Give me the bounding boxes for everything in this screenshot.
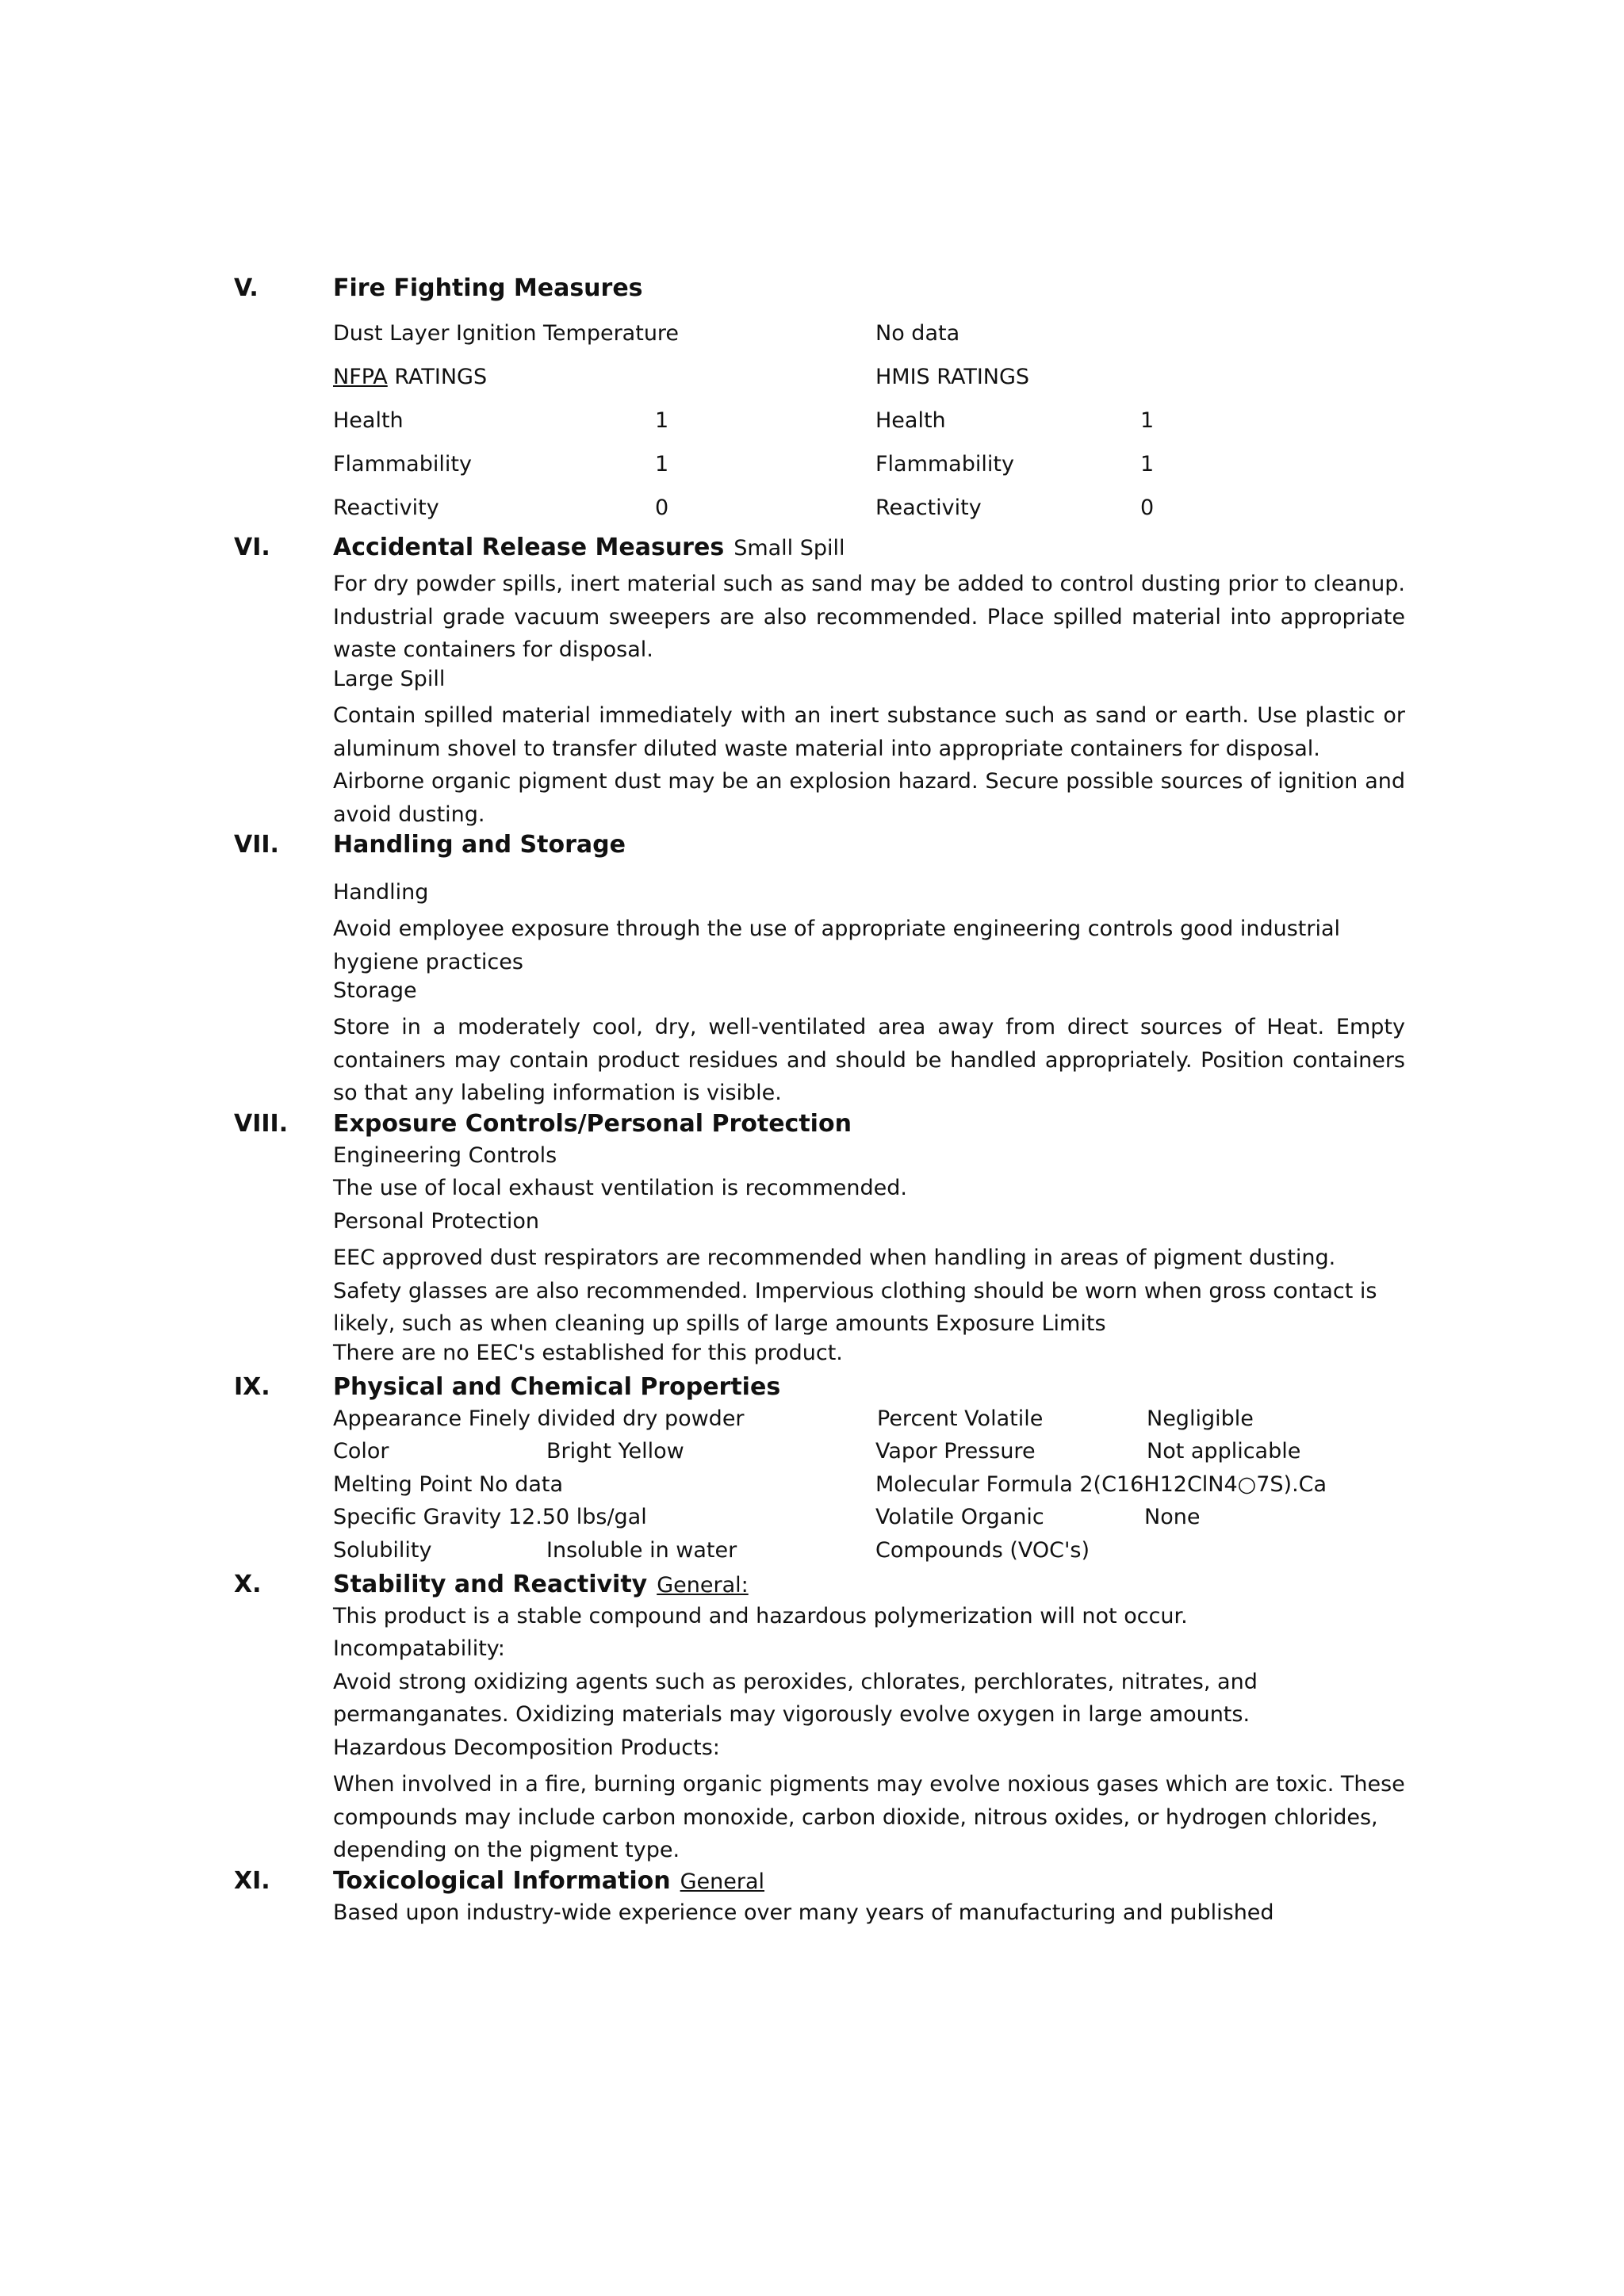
section-number: VII.	[234, 831, 279, 859]
vapor-pressure-value: Not applicable	[1147, 1439, 1301, 1464]
molecular-formula-row: Molecular Formula 2(C16H12ClN4○7S).Ca	[875, 1472, 1327, 1497]
section-title-physical-chemical	[333, 1373, 780, 1401]
large-spill-label: Large Spill	[333, 667, 446, 691]
section-title-stability-reactivity	[333, 1571, 749, 1598]
specific-gravity-row: Specific Gravity 12.50 lbs/gal	[333, 1505, 647, 1529]
general-label: General	[680, 1869, 765, 1894]
color-value: Bright Yellow	[546, 1439, 684, 1464]
engineering-controls-text: The use of local exhaust ventilation is recommended.	[333, 1176, 907, 1200]
hmis-reactivity-value: 0	[1140, 496, 1155, 520]
section-title-accidental-release	[333, 534, 845, 561]
section-number: VIII.	[234, 1110, 289, 1138]
appearance-row: Appearance Finely divided dry powder	[333, 1406, 745, 1431]
stability-text: This product is a stable compound and hazardous polymerization will not occur.	[333, 1604, 1188, 1628]
nfpa-abbr: NFPA	[333, 365, 388, 389]
solubility-value: Insoluble in water	[546, 1538, 737, 1563]
hmis-health-value: 1	[1140, 408, 1155, 433]
small-spill-text: For dry powder spills, inert material such as sand may be added to control dusting prior to cleanup. Industrial grade vacuum sweepers are also recommended. Place spilled material into appropriate waste containers for disposal.	[333, 572, 1405, 662]
hmis-health-label: Health	[875, 408, 946, 433]
hazardous-decomposition-text: When involved in a fire, burning organic pigments may evolve noxious gases which are toxic. These compounds may include carbon monoxide, carbon dioxide, nitrous oxides, or hydrogen chlorides, depending on the pigment type.	[333, 1772, 1405, 1862]
nfpa-ratings-word: RATINGS	[394, 365, 488, 389]
section-number: V.	[234, 274, 259, 302]
color-label: Color	[333, 1439, 389, 1464]
general-label: General:	[657, 1573, 749, 1598]
percent-volatile-value: Negligible	[1147, 1406, 1254, 1431]
section-title-text: Accidental Release Measures	[333, 534, 725, 561]
section-title-text: Physical and Chemical Properties	[333, 1373, 781, 1401]
hmis-ratings-heading: HMIS RATINGS	[875, 365, 1030, 389]
section-title-fire-fighting	[333, 274, 643, 302]
nfpa-flammability-label: Flammability	[333, 452, 472, 476]
section-number: XI.	[234, 1867, 270, 1895]
personal-protection-label: Personal Protection	[333, 1209, 539, 1234]
section-number: X.	[234, 1571, 262, 1598]
nfpa-reactivity-value: 0	[655, 496, 669, 520]
handling-text: Avoid employee exposure through the use of appropriate engineering controls good industrial hygiene practices	[333, 916, 1341, 974]
engineering-controls-label: Engineering Controls	[333, 1143, 557, 1168]
voc-label-line2: Compounds (VOC's)	[875, 1538, 1090, 1563]
section-title-toxicological	[333, 1867, 764, 1895]
large-spill-text: Contain spilled material immediately with an inert substance such as sand or earth. Use plastic or aluminum shovel to transfer diluted waste material into appropriate containers for disposal.	[333, 703, 1405, 761]
storage-label: Storage	[333, 978, 417, 1003]
small-spill-label: Small Spill	[733, 536, 845, 561]
section-title-text: Stability and Reactivity	[333, 1571, 648, 1598]
incompatability-text-line2: permanganates. Oxidizing materials may vigorously evolve oxygen in large amounts.	[333, 1702, 1251, 1727]
section-title-text: Toxicological Information	[333, 1867, 671, 1895]
section-number: VI.	[234, 534, 270, 561]
section-title-text: Fire Fighting Measures	[333, 274, 643, 302]
nfpa-flammability-value: 1	[655, 452, 669, 476]
personal-protection-text: EEC approved dust respirators are recommended when handling in areas of pigment dusting. Safety glasses are also recommended. Impervious clothing should be worn when gross contact is likely, such as when cleaning up spills of large amounts Exposure Limits	[333, 1246, 1377, 1336]
vapor-pressure-label: Vapor Pressure	[875, 1439, 1036, 1464]
section-title-text: Handling and Storage	[333, 831, 626, 859]
nfpa-health-value: 1	[655, 408, 669, 433]
storage-text: Store in a moderately cool, dry, well-ventilated area away from direct sources of Heat. Empty containers may contain product residues and should be handled appropriately. Position containers so that any labeling information is visible.	[333, 1015, 1405, 1105]
nfpa-reactivity-label: Reactivity	[333, 496, 439, 520]
handling-label: Handling	[333, 880, 429, 905]
section-title-handling-storage	[333, 831, 626, 859]
nfpa-health-label: Health	[333, 408, 404, 433]
section-title-text: Exposure Controls/Personal Protection	[333, 1110, 852, 1138]
incompatability-text-line1: Avoid strong oxidizing agents such as peroxides, chlorates, perchlorates, nitrates, and	[333, 1670, 1258, 1694]
exposure-limits-text: There are no EEC's established for this product.	[333, 1341, 843, 1365]
hmis-reactivity-label: Reactivity	[875, 496, 982, 520]
dust-ignition-label: Dust Layer Ignition Temperature	[333, 321, 680, 346]
voc-label-line1: Volatile Organic	[875, 1505, 1044, 1529]
hmis-flammability-value: 1	[1140, 452, 1155, 476]
section-title-exposure-controls	[333, 1110, 852, 1138]
percent-volatile-label: Percent Volatile	[877, 1406, 1044, 1431]
toxicological-text: Based upon industry-wide experience over many years of manufacturing and published	[333, 1900, 1274, 1925]
hazardous-decomposition-label: Hazardous Decomposition Products:	[333, 1735, 720, 1760]
incompatability-label: Incompatability:	[333, 1636, 505, 1661]
nfpa-ratings-heading	[333, 365, 487, 389]
section-number: IX.	[234, 1373, 270, 1401]
dust-ignition-value: No data	[875, 321, 960, 346]
voc-value: None	[1144, 1505, 1201, 1529]
hmis-flammability-label: Flammability	[875, 452, 1014, 476]
explosion-hazard-text: Airborne organic pigment dust may be an explosion hazard. Secure possible sources of ignition and avoid dusting.	[333, 769, 1405, 827]
melting-point-row: Melting Point No data	[333, 1472, 564, 1497]
solubility-label: Solubility	[333, 1538, 432, 1563]
